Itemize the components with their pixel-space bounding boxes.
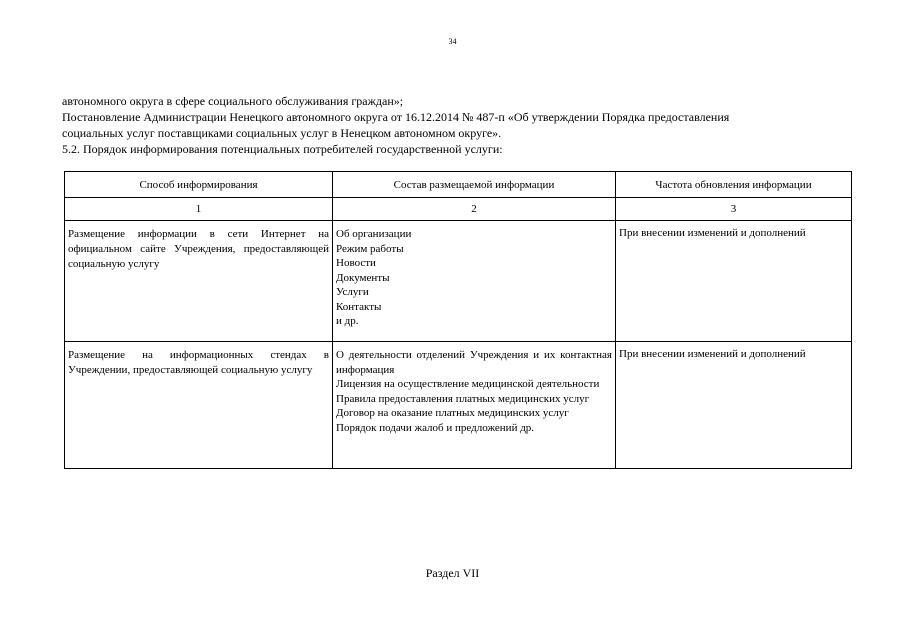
header-contents: Состав размещаемой информации [333,172,616,198]
contents-item: Договор на оказание платных медицинских услуг [336,407,569,419]
frequency-cell: При внесении изменений и дополнений [616,342,852,469]
table-row [65,342,852,469]
contents-item: и др. [336,315,359,327]
header-frequency: Частота обновления информации [616,172,852,198]
intro-line: автономного округа в сфере социального обслуживания граждан»; [62,94,404,108]
frequency-cell: При внесении изменений и дополнений [616,221,852,342]
section-heading: Раздел VII [425,566,480,580]
informing-table [64,171,852,469]
method-cell: Размещение информации в сети Интернет на официальном сайте Учреждения, предоставляющей социальную услугу [65,221,333,342]
contents-item: Контакты [336,300,382,313]
intro-line: Постановление Администрации Ненецкого автономного округа от 16.12.2014 № 487-п «Об утверждении Порядка предоставления [62,110,730,124]
column-number: 1 [65,198,333,221]
table-header-row [65,172,852,198]
intro-line: социальных услуг поставщиками социальных услуг в Ненецком автономном округе». [62,126,502,140]
contents-item: Услуги [336,286,369,298]
contents-cell [333,342,616,469]
contents-item: О деятельности отделений Учреждения и их контактная информация [336,349,612,376]
contents-cell [333,221,616,342]
header-method: Способ информирования [65,172,333,198]
page-number: 34 [448,37,457,46]
contents-item: Об организации [336,228,412,240]
column-number: 2 [333,198,616,221]
table-row [65,221,852,342]
contents-item: Документы [336,271,390,284]
contents-item: Порядок подачи жалоб и предложений др. [336,421,535,434]
column-number: 3 [616,198,852,221]
contents-item: Лицензия на осуществление медицинской деятельности [336,378,600,390]
intro-line: 5.2. Порядок информирования потенциальных потребителей государственной услуги: [62,142,503,156]
contents-item: Новости [336,257,376,269]
contents-item: Правила предоставления платных медицинских услуг [336,392,590,405]
method-cell: Размещение на информационных стендах в Учреждении, предоставляющей социальную услугу [65,342,333,469]
column-number-row [65,198,852,221]
contents-item: Режим работы [336,242,404,255]
intro-text [62,93,862,157]
